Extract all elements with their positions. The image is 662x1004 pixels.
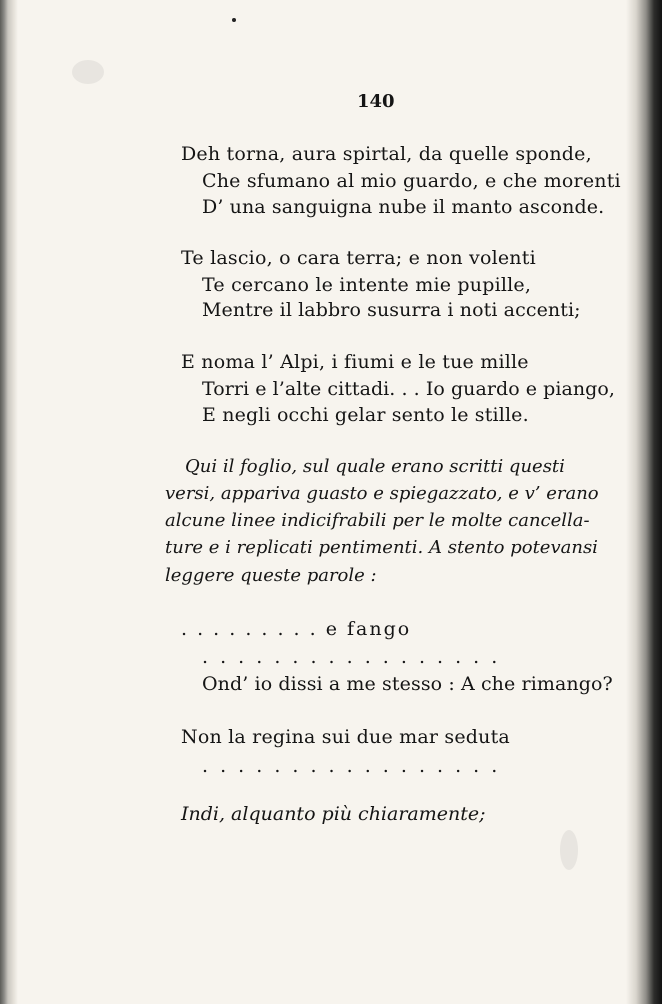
fragment-line: Non la regina sui due mar seduta [181,726,510,748]
poem-line: Mentre il labbro susurra i noti accenti; [202,299,581,321]
ink-speck [232,18,236,22]
fragment-line: Ond’ io dissi a me stesso : A che rimango? [202,673,613,695]
poem-line: E negli occhi gelar sento le stille. [202,404,529,426]
prose-line: ture e i replicati pentimenti. A stento potevansi [165,537,598,558]
prose-line: leggere queste parole : [165,565,377,586]
paper-stain [560,830,578,870]
poem-line: E noma l’ Alpi, i fiumi e le tue mille [181,351,529,373]
paper-stain [72,60,104,84]
fragment-line: . . . . . . . . . e fango [181,618,412,640]
fragment-dots: . . . . . . . . . . . . . . . . . [202,755,501,777]
poem-line: Te lascio, o cara terra; e non volenti [181,247,536,269]
page-number: 140 [357,91,395,112]
prose-line: versi, appariva guasto e spiegazzato, e v’ erano [165,483,599,504]
right-page-edge [626,0,662,1004]
closing-line: Indi, alquanto più chiaramente; [181,803,486,825]
fragment-dots: . . . . . . . . . . . . . . . . . [202,646,501,668]
poem-line: D’ una sanguigna nube il manto asconde. [202,196,605,218]
prose-line: alcune linee indicifrabili per le molte cancella- [165,510,590,531]
poem-line: Che sfumano al mio guardo, e che morenti [202,170,621,192]
poem-line: Te cercano le intente mie pupille, [202,274,532,296]
poem-line: Deh torna, aura spirtal, da quelle sponde, [181,143,592,165]
prose-line: Qui il foglio, sul quale erano scritti questi [185,456,565,477]
poem-line: Torri e l’alte cittadi. . . Io guardo e piango, [202,378,615,400]
left-page-edge [0,0,18,1004]
